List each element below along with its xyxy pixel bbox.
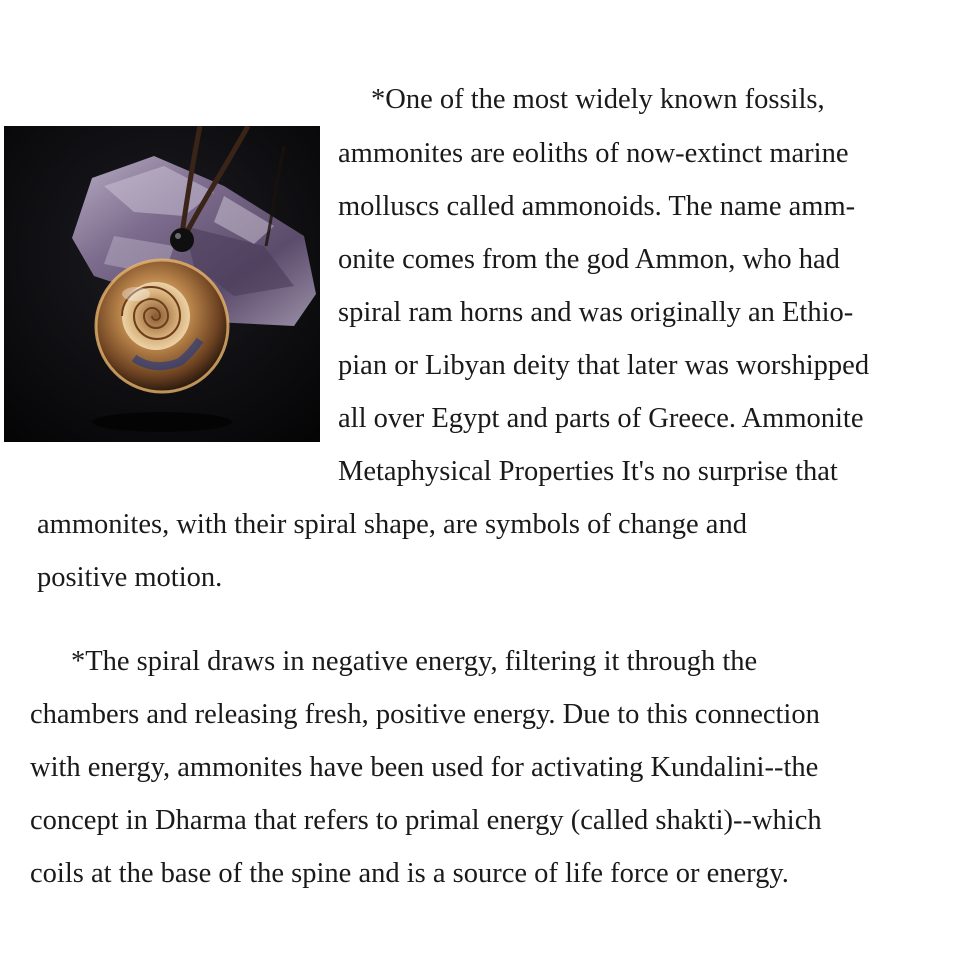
paragraph-2-line: *The spiral draws in negative energy, filtering it through the xyxy=(71,646,758,677)
paragraph-1-line: all over Egypt and parts of Greece. Ammonite xyxy=(338,403,864,434)
pendant-illustration xyxy=(4,126,320,442)
paragraph-2-line: concept in Dharma that refers to primal energy (called shakti)--which xyxy=(30,805,822,836)
paragraph-1-line: ammonites are eoliths of now-extinct marine xyxy=(338,138,849,169)
paragraph-1-line: molluscs called ammonoids. The name amm- xyxy=(338,191,856,222)
pendant-photo xyxy=(4,126,320,442)
paragraph-2-line: coils at the base of the spine and is a source of life force or energy. xyxy=(30,858,789,889)
paragraph-1-line: spiral ram horns and was originally an Ethio- xyxy=(338,297,854,328)
paragraph-1-line: *One of the most widely known fossils, xyxy=(371,84,825,115)
paragraph-2-line: chambers and releasing fresh, positive energy. Due to this connection xyxy=(30,699,820,730)
paragraph-1-line: Metaphysical Properties It's no surprise that xyxy=(338,456,838,487)
paragraph-1-line: positive motion. xyxy=(37,562,223,593)
paragraph-1-line: onite comes from the god Ammon, who had xyxy=(338,244,840,275)
paragraph-1-line: pian or Libyan deity that later was worshipped xyxy=(338,350,870,381)
paragraph-2-line: with energy, ammonites have been used for activating Kundalini--the xyxy=(30,752,819,783)
paragraph-1-line: ammonites, with their spiral shape, are symbols of change and xyxy=(37,509,747,540)
